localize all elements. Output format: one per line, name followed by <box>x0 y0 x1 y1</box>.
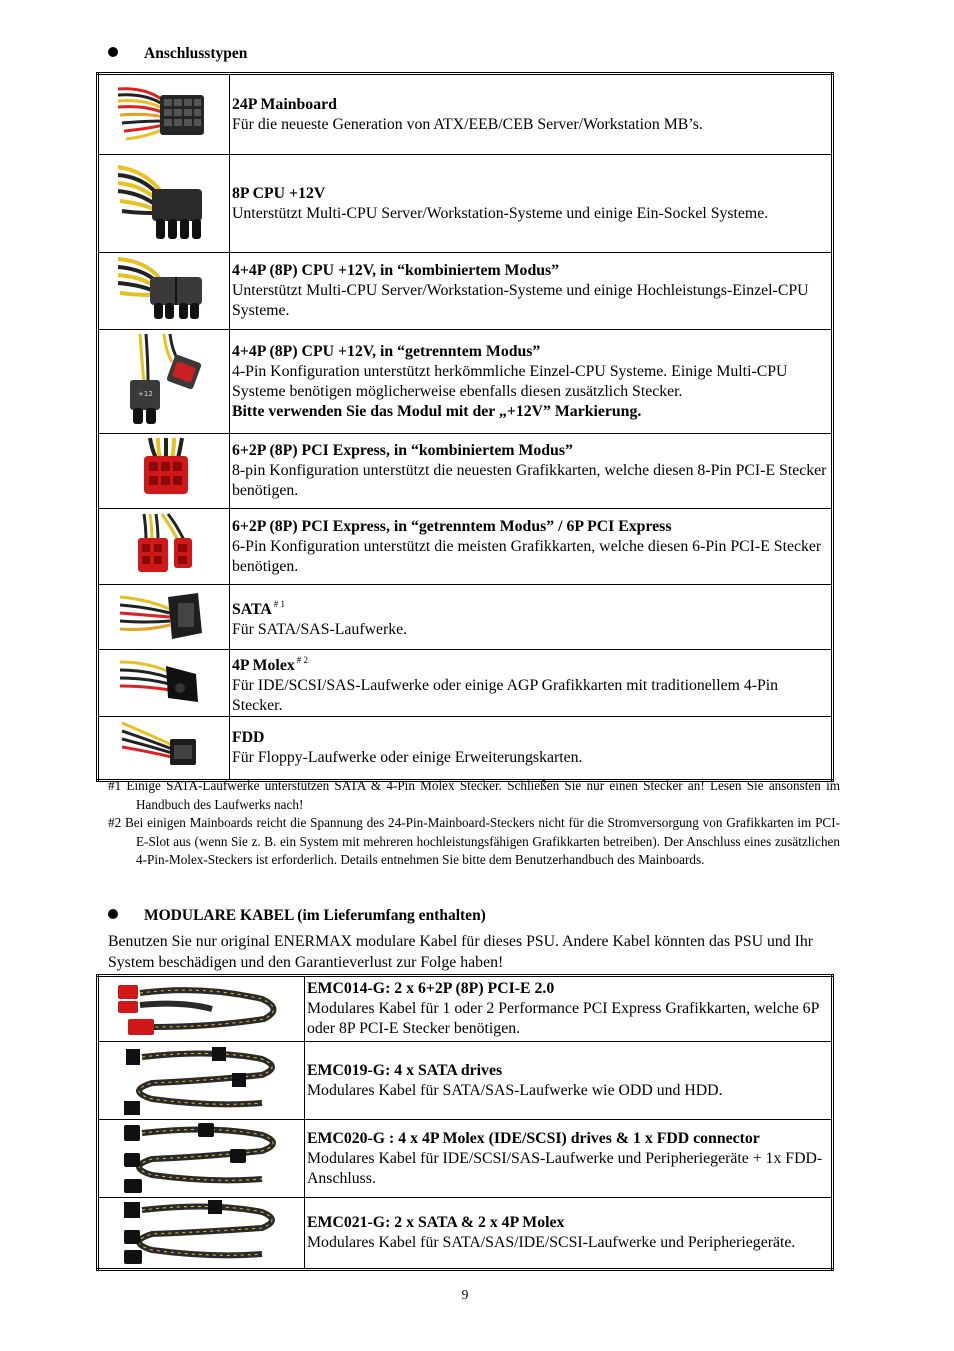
cpu-8pin-connector-icon <box>116 161 212 247</box>
sata-connector-icon <box>116 587 212 647</box>
footnote-2: #2 Bei einigen Mainboards reicht die Spannung des 24-Pin-Mainboard-Steckers nicht für die Stromversorgung von Grafikkarten im PCI-E-Slot aus (wenn Sie z. B. ein System mit mehreren hochleistungsfähigen Grafikkarten betreiben). Der Anschluss eines zusätzlichen 4-Pin-Molex-Steckers ist erforderlich. Details entnehmen Sie bitte dem Benutzerhandbuch des Mainboards. <box>108 815 840 868</box>
atx-24pin-connector-icon <box>116 79 212 151</box>
connector-title: 6+2P (8P) PCI Express, in “kombiniertem Modus” <box>232 442 573 459</box>
cable-title: EMC014-G: 2 x 6+2P (8P) PCI-E 2.0 <box>307 980 555 997</box>
section-heading-connectors: Anschlusstypen <box>108 45 247 63</box>
connector-description: Unterstützt Multi-CPU Server/Workstation-Systeme und einige Hochleistungs-Einzel-CPU Systeme. <box>232 282 809 319</box>
table-row <box>98 155 833 253</box>
bullet-icon <box>108 909 118 919</box>
connector-description: Für IDE/SCSI/SAS-Laufwerke oder einige AGP Grafikkarten mit traditionellem 4-Pin Stecker. <box>232 677 779 714</box>
table-row <box>98 509 833 585</box>
connector-title: 6+2P (8P) PCI Express, in “getrenntem Modus” / 6P PCI Express <box>232 517 672 535</box>
modular-cable-table <box>96 974 834 1271</box>
cable-description: Modulares Kabel für SATA/SAS/IDE/SCSI-Laufwerke und Peripheriegeräte. <box>307 1234 796 1251</box>
connector-title: SATA <box>232 601 272 618</box>
connector-title: FDD <box>232 729 265 746</box>
cable-title: EMC021-G: 2 x SATA & 2 x 4P Molex <box>307 1214 565 1231</box>
connector-description: Für die neueste Generation von ATX/EEB/CEB Server/Workstation MB’s. <box>232 115 703 133</box>
table-row <box>98 330 833 434</box>
cable-description: Modulares Kabel für SATA/SAS-Laufwerke wie ODD und HDD. <box>307 1081 723 1099</box>
table-row <box>98 253 833 330</box>
molex-fdd-modular-cable-icon <box>112 1123 292 1195</box>
connector-note: Bitte verwenden Sie das Modul mit der „+12V” Markierung. <box>232 402 642 420</box>
connector-title: 24P Mainboard <box>232 95 337 113</box>
cable-description: Modulares Kabel für 1 oder 2 Performance PCI Express Grafikkarten, welche 6P oder 8P PCI-E Stecker benötigen. <box>307 1000 819 1037</box>
cable-description: Modulares Kabel für IDE/SCSI/SAS-Laufwerke und Peripheriegeräte + 1x FDD-Anschluss. <box>307 1149 823 1187</box>
connector-title: 8P CPU +12V <box>232 184 326 202</box>
table-row <box>98 1120 833 1198</box>
connector-title: 4P Molex <box>232 657 295 674</box>
footnote-marker: # 1 <box>273 599 286 609</box>
intro-paragraph: Benutzen Sie nur original ENERMAX modulare Kabel für dieses PSU. Andere Kabel könnten das PSU und Ihr System beschädigen und den Garantieverlust zur Folge haben! <box>108 933 814 971</box>
connector-title: 4+4P (8P) CPU +12V, in “getrenntem Modus” <box>232 342 541 360</box>
connector-table <box>96 72 834 782</box>
sata-molex-modular-cable-icon <box>112 1200 292 1266</box>
table-row <box>98 434 833 509</box>
pcie-6plus2-separated-icon <box>116 512 212 582</box>
table-row <box>98 976 833 1042</box>
sata-modular-cable-icon <box>112 1045 292 1117</box>
pcie-modular-cable-icon <box>112 979 292 1039</box>
section-heading-modular-cables: MODULARE KABEL (im Lieferumfang enthalten) <box>108 907 486 925</box>
cable-title: EMC019-G: 4 x SATA drives <box>307 1061 503 1079</box>
table-row <box>98 717 833 781</box>
connector-description: 6-Pin Konfiguration unterstützt die meisten Grafikkarten, welche diesen 6-Pin PCI-E Stecker benötigen. <box>232 537 822 575</box>
cpu-4plus4-combined-icon <box>116 255 212 327</box>
fdd-connector-icon <box>116 719 212 777</box>
connector-description: 4-Pin Konfiguration unterstützt herkömmliche Einzel-CPU Systeme. Einige Multi-CPU Systeme benötigen möglicherweise ebenfalls diesen zusätzlich Stecker. <box>232 362 788 400</box>
cable-title: EMC020-G : 4 x 4P Molex (IDE/SCSI) drives & 1 x FDD connector <box>307 1129 760 1147</box>
footnotes <box>108 777 840 870</box>
connector-title: 4+4P (8P) CPU +12V, in “kombiniertem Modus” <box>232 262 560 279</box>
pcie-6plus2-combined-icon <box>116 436 212 506</box>
table-row <box>98 74 833 155</box>
table-row <box>98 1198 833 1270</box>
footnote-marker: # 2 <box>296 655 308 665</box>
table-row <box>98 650 833 717</box>
table-row <box>98 585 833 650</box>
connector-description: 8-pin Konfiguration unterstützt die neuesten Grafikkarten, welche diesen 8-Pin PCI-E Stecker benötigen. <box>232 462 827 499</box>
cpu-4plus4-separated-icon <box>116 332 212 432</box>
connector-description: Unterstützt Multi-CPU Server/Workstation-Systeme und einige Ein-Sockel Systeme. <box>232 204 769 222</box>
page-number: 9 <box>461 1287 469 1302</box>
bullet-icon <box>108 47 118 57</box>
connector-description: Für SATA/SAS-Laufwerke. <box>232 621 408 638</box>
table-row <box>98 1042 833 1120</box>
footnote-1: #1 Einige SATA-Laufwerke unterstützen SATA & 4-Pin Molex Stecker. Schließen Sie nur einen Stecker an! Lesen Sie ansonsten im Handbuch des Laufwerks nach! <box>108 778 840 812</box>
svg-text:+12: +12 <box>138 389 153 398</box>
connector-description: Für Floppy-Laufwerke oder einige Erweiterungskarten. <box>232 749 583 766</box>
molex-4pin-connector-icon <box>116 654 212 712</box>
